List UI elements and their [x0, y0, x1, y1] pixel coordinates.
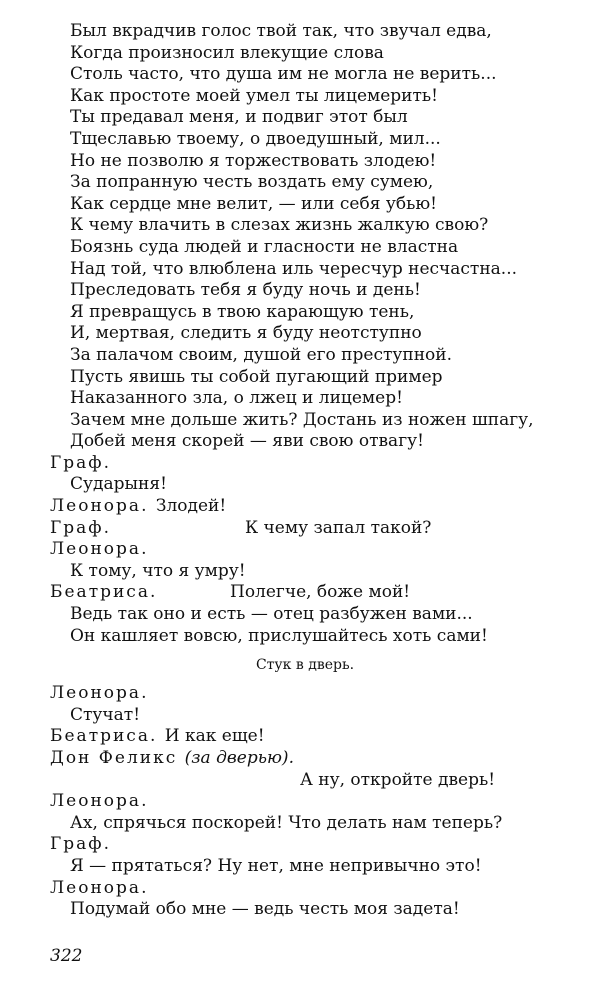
verse-line: Боязнь суда людей и гласности не властна	[70, 236, 459, 257]
verse-line: Ах, спрячься поскорей! Что делать нам теперь?	[70, 812, 503, 833]
speaker-name: Леонора.	[50, 539, 149, 560]
verse-line: Пусть явишь ты собой пугающий пример	[70, 366, 443, 387]
verse-line: Подумай обо мне — ведь честь моя задета!	[70, 899, 460, 920]
speaker-line	[0, 748, 600, 770]
verse-line: Когда произносил влекущие слова	[70, 42, 384, 63]
verse-line: За палачом своим, душой его преступной.	[70, 344, 453, 365]
verse-fragment: Злодей!	[155, 496, 227, 517]
verse-fragment: К чему запал такой?	[245, 517, 432, 538]
verse-line: Зачем мне дольше жить? Достань из ножен шпагу,	[70, 409, 534, 430]
verse-line: Как сердце мне велит, — или себя убью!	[70, 193, 437, 214]
verse-line: И, мертвая, следить я буду неотступно	[70, 323, 422, 344]
verse-line: Но не позволю я торжествовать злодею!	[70, 150, 437, 171]
verse-line: Он кашляет вовсю, прислушайтесь хоть сами!	[70, 625, 488, 646]
verse-line: Добей меня скорей — яви свою отвагу!	[70, 431, 424, 452]
speaker-name: Леонора.	[50, 496, 149, 517]
speaker-name: Граф.	[50, 452, 111, 473]
verse-line: К тому, что я умру!	[70, 560, 246, 581]
speaker-name: Беатриса.	[50, 726, 158, 747]
speaker-line	[0, 518, 600, 540]
verse-line: Был вкрадчив голос твой так, что звучал едва,	[70, 21, 492, 41]
page-number: 322	[50, 946, 83, 966]
speaker-name: Леонора.	[50, 683, 149, 704]
verse-line: Столь часто, что душа им не могла не верить...	[70, 64, 497, 85]
speaker-line	[0, 582, 600, 604]
speaker-name: Граф.	[50, 517, 111, 538]
verse-line: Над той, что влюблена иль чересчур несчастна...	[70, 258, 517, 279]
speaker-name: Граф.	[50, 834, 111, 855]
verse-line: Ведь так оно и есть — отец разбужен вами...	[70, 604, 473, 625]
stage-note: (за дверью).	[184, 748, 294, 768]
verse-line: Преследовать тебя я буду ночь и день!	[70, 280, 421, 301]
speaker-name: Леонора.	[50, 877, 149, 898]
speaker-line	[0, 496, 600, 518]
verse-line: Тщеславью твоему, о двоедушный, мил...	[70, 128, 441, 149]
text-block	[0, 21, 600, 921]
verse-line: А ну, откройте дверь!	[300, 769, 496, 790]
stage-direction: Стук в дверь.	[255, 657, 355, 674]
verse-line: Сударыня!	[70, 474, 167, 495]
speaker-name: Дон Феликс	[50, 748, 178, 768]
verse-line: Ты предавал меня, и подвиг этот был	[70, 107, 408, 128]
speaker-line	[0, 726, 600, 748]
speaker-name: Беатриса.	[50, 582, 158, 603]
verse-fragment: И как еще!	[164, 726, 265, 747]
verse-line: Я — прятаться? Ну нет, мне непривычно это!	[70, 855, 482, 876]
speaker-name: Леонора.	[50, 791, 149, 812]
verse-line: Наказанного зла, о лжец и лицемер!	[70, 388, 403, 409]
verse-line: За попранную честь воздать ему сумею,	[70, 172, 434, 193]
verse-line: Я превращусь в твою карающую тень,	[70, 301, 415, 322]
verse-line: Как простоте моей умел ты лицемерить!	[70, 85, 438, 106]
verse-fragment: Полегче, боже мой!	[230, 582, 411, 603]
verse-line: К чему влачить в слезах жизнь жалкую свою?	[70, 215, 489, 236]
verse-line: Стучат!	[70, 704, 141, 725]
